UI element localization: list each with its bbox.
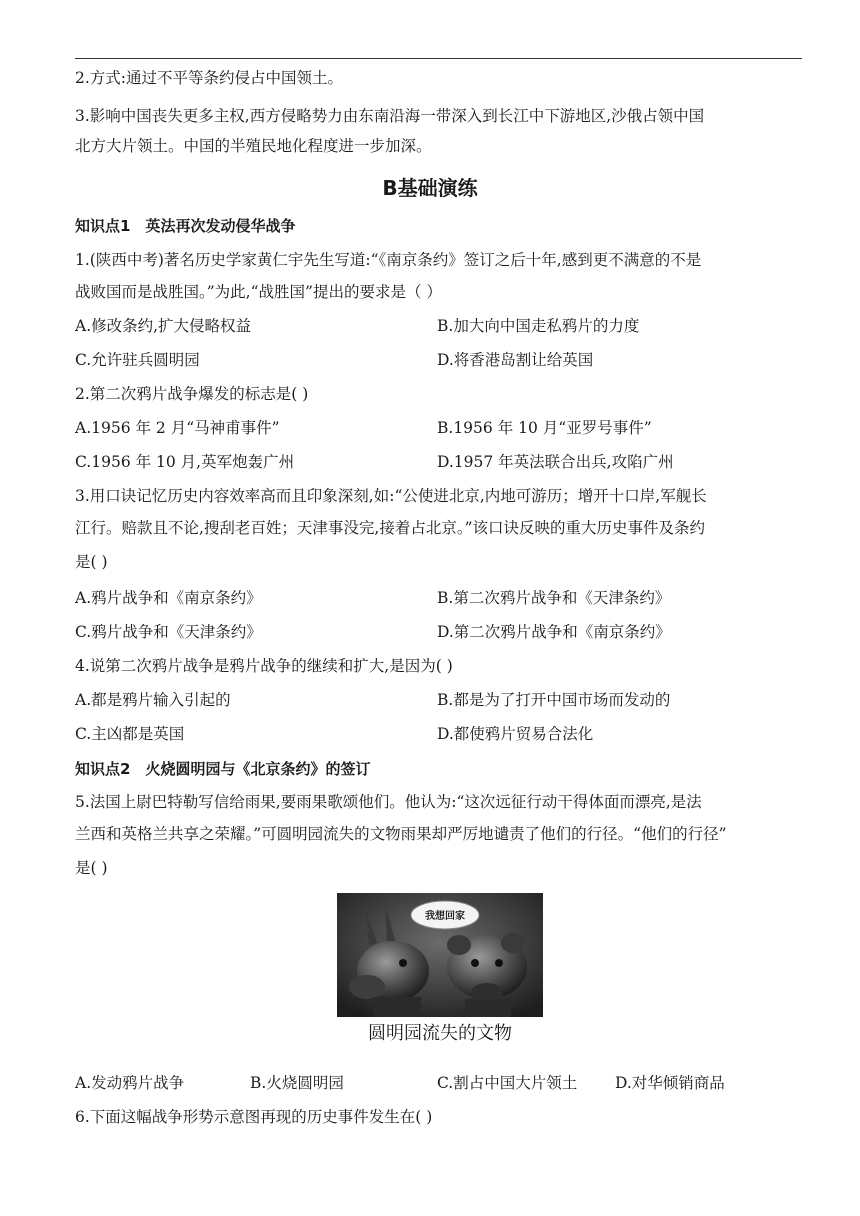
q6-stem: 6.下面这幅战争形势示意图再现的历史事件发生在( )	[75, 1108, 433, 1126]
q1-stem-b: 战败国而是战胜国。”为此,“战胜国”提出的要求是（ ）	[75, 283, 442, 301]
q4-option-b: B.都是为了打开中国市场而发动的	[437, 691, 671, 709]
q5-option-b: B.火烧圆明园	[250, 1074, 344, 1092]
q2-option-b: B.1956 年 10 月“亚罗号事件”	[437, 419, 652, 437]
q4-option-c: C.主凶都是英国	[75, 725, 185, 743]
q2-stem: 2.第二次鸦片战争爆发的标志是( )	[75, 385, 309, 403]
q1-option-c: C.允许驻兵圆明园	[75, 351, 200, 369]
q4-stem: 4.说第二次鸦片战争是鸦片战争的继续和扩大,是因为( )	[75, 657, 453, 675]
q2-option-c: C.1956 年 10 月,英军炮轰广州	[75, 453, 295, 471]
figure-caption: 圆明园流失的文物	[368, 1023, 512, 1044]
lost-relics-figure	[335, 893, 545, 1055]
q1-option-d: D.将香港岛割让给英国	[437, 351, 594, 369]
q1-option-a: A.修改条约,扩大侵略权益	[75, 317, 252, 335]
q3-option-b: B.第二次鸦片战争和《天津条约》	[437, 589, 671, 607]
q2-option-d: D.1957 年英法联合出兵,攻陷广州	[437, 453, 674, 471]
intro-line-3a: 3.影响中国丧失更多主权,西方侵略势力由东南沿海一带深入到长江中下游地区,沙俄占领中国	[75, 107, 705, 125]
q1-stem-a: 1.(陕西中考)著名历史学家黄仁宇先生写道:“《南京条约》签订之后十年,感到更不满意的不是	[75, 251, 702, 269]
q3-stem-c: 是( )	[75, 553, 108, 571]
bronze-heads-photo	[337, 893, 543, 1017]
q5-option-a: A.发动鸦片战争	[75, 1074, 185, 1092]
knowledge-point-2-heading: 知识点2 火烧圆明园与《北京条约》的签订	[75, 760, 371, 778]
q5-stem-a: 5.法国上尉巴特勒写信给雨果,要雨果歌颂他们。他认为:“这次远征行动干得体面而漂亮,是法	[75, 793, 702, 811]
section-title: B基础演练	[382, 176, 478, 200]
knowledge-point-1-heading: 知识点1 英法再次发动侵华战争	[75, 217, 296, 235]
header-rule	[75, 58, 802, 59]
q5-stem-b: 兰西和英格兰共享之荣耀。”可圆明园流失的文物雨果却严厉地谴责了他们的行径。“他们的行径”	[75, 825, 727, 843]
speech-bubble-text: 我想回家	[425, 911, 465, 922]
q5-stem-c: 是( )	[75, 859, 108, 877]
q1-option-b: B.加大向中国走私鸦片的力度	[437, 317, 640, 335]
q5-option-c: C.割占中国大片领土	[437, 1074, 578, 1092]
q3-stem-a: 3.用口诀记忆历史内容效率高而且印象深刻,如:“公使进北京,内地可游历；增开十口岸,军舰长	[75, 487, 707, 505]
q2-option-a: A.1956 年 2 月“马神甫事件”	[75, 419, 280, 437]
q3-option-c: C.鸦片战争和《天津条约》	[75, 623, 262, 641]
q5-option-d: D.对华倾销商品	[615, 1074, 725, 1092]
q4-option-d: D.都使鸦片贸易合法化	[437, 725, 594, 743]
q3-option-d: D.第二次鸦片战争和《南京条约》	[437, 623, 671, 641]
intro-line-2: 2.方式:通过不平等条约侵占中国领土。	[75, 69, 344, 87]
q3-option-a: A.鸦片战争和《南京条约》	[75, 589, 262, 607]
q3-stem-b: 江行。赔款且不论,搜刮老百姓；天津事没完,接着占北京。”该口诀反映的重大历史事件及条约	[75, 519, 706, 537]
q4-option-a: A.都是鸦片输入引起的	[75, 691, 231, 709]
intro-line-3b: 北方大片领土。中国的半殖民地化程度进一步加深。	[75, 137, 432, 155]
